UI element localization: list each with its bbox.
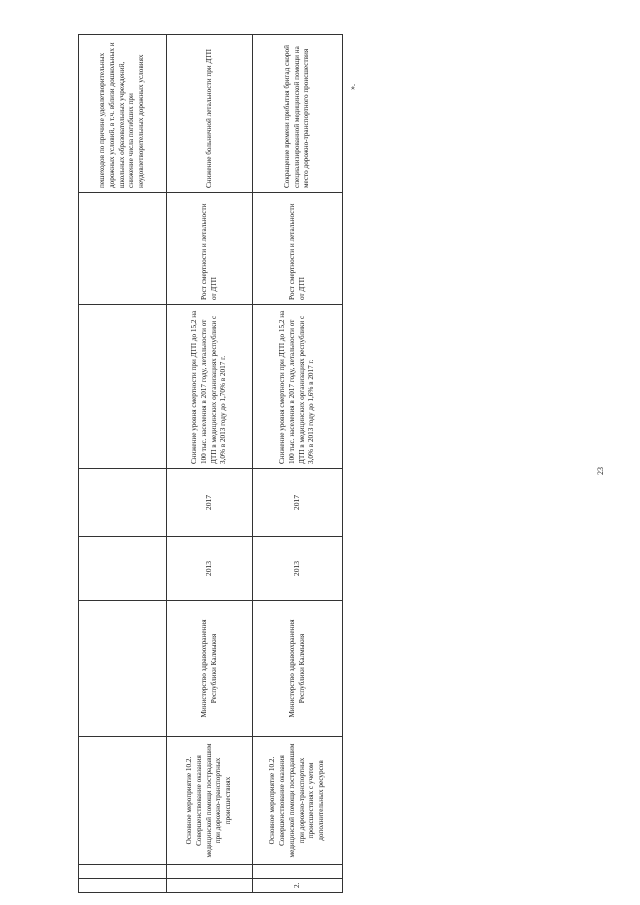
indicator-link: Снижение больничной летальности при ДТП <box>167 35 253 193</box>
executor: Министерство здравоохранения Республики Калмыкия <box>253 601 343 737</box>
indicator-link: Сокращение времени прибытия бригад скорой специализированной медицинской помощи на место дорожно-транспортного происшествия <box>253 35 343 193</box>
cell-top-year-start <box>79 537 167 601</box>
closing-quote-mark: ». <box>348 84 357 90</box>
expected-result: Снижение уровня смертности при ДТП до 15,2 на 100 тыс. населения в 2017 году, летальности от ДТП в медицинских организациях республики с 3,0% в 2013 году до 1,6% в 2017 г. <box>253 305 343 469</box>
cell-top-risk <box>79 193 167 305</box>
measure-name: Основное мероприятие 10.2. Совершенствование оказания медицинской помощи пострадавшим при дорожно-транспортных происшествиях с учетом дополнительных ресурсов <box>253 737 343 865</box>
row-number: 2. <box>253 879 343 893</box>
risk-consequence: Рост смертности и летальности от ДТП <box>253 193 343 305</box>
cell-top-2 <box>79 865 167 879</box>
measures-table-wrapper <box>78 35 342 893</box>
risk-consequence: Рост смертности и летальности от ДТП <box>167 193 253 305</box>
expected-result: Снижение уровня смертности при ДТП до 15,2 на 100 тыс. населения в 2017 году, летальности от ДТП в медицинских организациях республики с 3,0% в 2013 году до 1,70% в 2017 г. <box>167 305 253 469</box>
cell-top-executor <box>79 601 167 737</box>
cell-top-link: пешеходов по причине удовлетворительных дорожных условий, в т.ч. вблизи дошкольных и школьных образовательных учреждений, снижение числа погибших при неудовлетворительных дорожных условиях <box>79 35 167 193</box>
table-row-top <box>79 35 167 893</box>
table-row <box>253 35 343 893</box>
cell-top-name <box>79 737 167 865</box>
cell-top-1 <box>79 879 167 893</box>
page-number: 23 <box>596 467 605 475</box>
year-start: 2013 <box>167 537 253 601</box>
row-subnumber <box>167 865 253 879</box>
measures-table <box>78 34 343 893</box>
measure-name: Основное мероприятие 10.2. Совершенствование оказания медицинской помощи пострадавшим при дорожно-транспортных происшествиях <box>167 737 253 865</box>
cell-top-year-end <box>79 469 167 537</box>
executor: Министерство здравоохранения Республики Калмыкия <box>167 601 253 737</box>
year-start: 2013 <box>253 537 343 601</box>
table-row <box>167 35 253 893</box>
cell-top-result <box>79 305 167 469</box>
row-subnumber <box>253 865 343 879</box>
year-end: 2017 <box>253 469 343 537</box>
year-end: 2017 <box>167 469 253 537</box>
row-number <box>167 879 253 893</box>
